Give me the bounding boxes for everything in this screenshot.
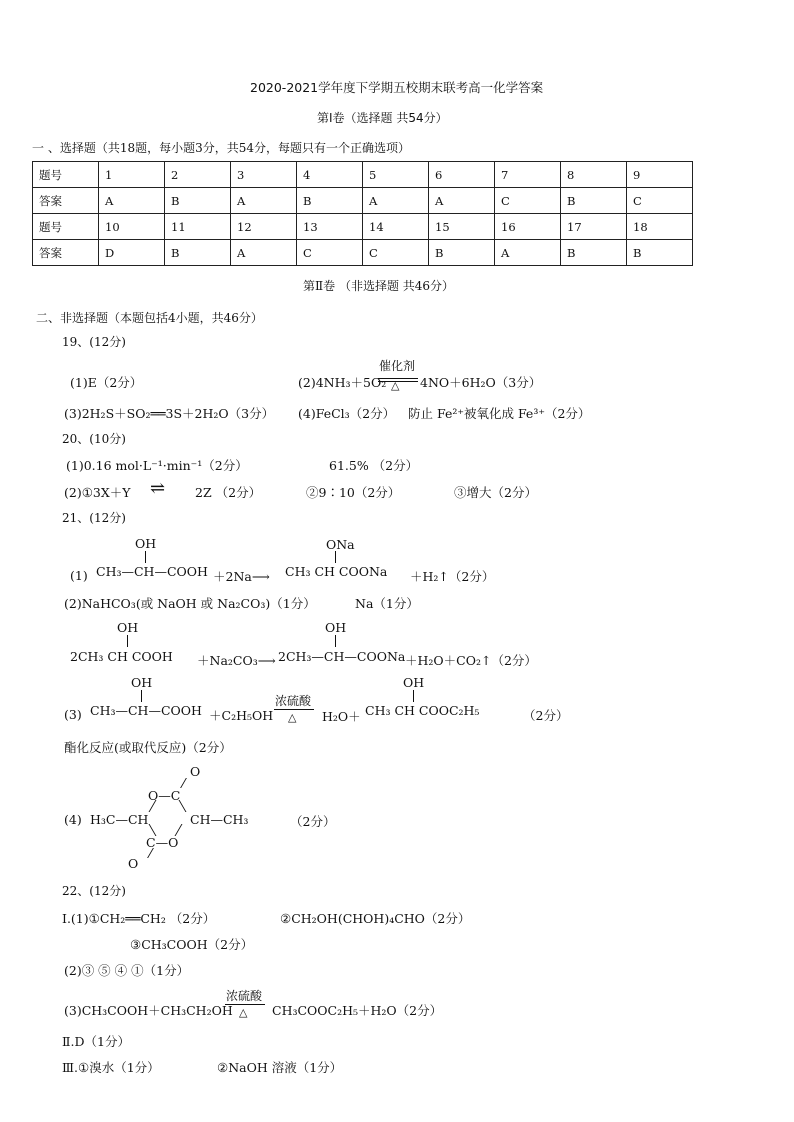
q21-r4-number: (4) [64,812,82,827]
table-row-header: 答案 [33,240,99,266]
q21-r1-oh: OH [135,536,157,551]
table-cell: B [561,188,627,214]
table-cell: C [297,240,363,266]
q21-r1-number: (1) [70,568,88,583]
q22-i3-heat: △ [239,1006,248,1019]
q20-answer-2-left: (2)①3X＋Y [64,485,131,500]
table-row-header: 答案 [33,188,99,214]
q21-r3-heat: △ [288,711,297,724]
q22-ii: Ⅱ.D（1分） [62,1034,130,1049]
table-cell: C [495,188,561,214]
table-row [33,188,693,214]
q19-answer-3: (3)2H₂S＋SO₂══3S＋2H₂O（3分） [64,406,275,421]
q21-r1-plus: ＋2Na⟶ [213,569,270,584]
section2-heading: 二、非选择题（本题包括4小题，共46分） [36,311,263,325]
q21-r2-tail: ＋H₂O＋CO₂↑（2分） [405,653,537,668]
table-cell: 10 [99,214,165,240]
q22-i3-condition: 浓硫酸 [226,989,263,1003]
q21-r3-arrow-bar [274,709,314,710]
q21-answer-2b: Na（1分） [355,596,419,611]
q21-r4-bond-tr [179,800,199,812]
table-cell: 14 [363,214,429,240]
q21-r3-oh1: OH [131,675,153,690]
table-cell: A [99,188,165,214]
q21-r4-dbl-bot [137,848,154,858]
q21-r3-plus: ＋C₂H₅OH [209,708,274,723]
table-cell: 13 [297,214,363,240]
q22-i3-right: CH₃COOC₂H₅＋H₂O（2分） [272,1003,443,1018]
q21-r4-mid2: CH—CH₃ [190,812,249,827]
q21-r3-bond2 [413,690,414,702]
table-cell: 8 [561,162,627,188]
q19-label: 19、(12分) [62,335,126,349]
q21-r4-o-top: O [190,764,201,779]
table-cell: A [231,188,297,214]
table-cell: D [99,240,165,266]
table-row [33,214,693,240]
q21-r1-tail: ＋H₂↑（2分） [410,569,495,584]
answer-table [32,161,693,266]
table-cell: 16 [495,214,561,240]
table-cell: 11 [165,214,231,240]
q21-r4-score: （2分） [290,814,336,829]
q20-equilibrium-arrow: ⇌ [150,478,166,499]
table-row [33,240,693,266]
table-cell: B [165,240,231,266]
q21-r2-left: 2CH₃ CH COOH [70,649,173,664]
table-cell: 9 [627,162,693,188]
q22-i1: Ⅰ.(1)①CH₂══CH₂ （2分） [62,911,216,926]
q19-answer-4-note: 防止 Fe²⁺被氧化成 Fe³⁺（2分） [408,406,591,421]
table-cell: B [429,240,495,266]
table-cell: 12 [231,214,297,240]
q19-answer-2-left: (2)4NH₃＋5O₂ [298,375,387,390]
q19-answer-2-right: 4NO＋6H₂O（3分） [420,375,542,390]
q22-iii: Ⅲ.①溴水（1分） [62,1060,160,1075]
table-cell: B [561,240,627,266]
table-cell: 4 [297,162,363,188]
q21-r1-ona: ONa [326,537,355,552]
q21-label: 21、(12分) [62,511,126,525]
q21-r3-number: (3) [64,707,82,722]
q21-answer-3-type: 酯化反应(或取代反应)（2分） [64,740,232,755]
q22-i1c: ③CH₃COOH（2分） [130,937,254,952]
table-cell: 6 [429,162,495,188]
q21-r1-bond [145,551,146,563]
table-cell: 15 [429,214,495,240]
q21-r2-bond2 [335,635,336,647]
q21-r4-bot: C—O [146,835,179,850]
q20-answer-2-right: 2Z （2分） [195,485,262,500]
q21-r3-mid: H₂O＋ [322,709,361,724]
q22-i3-left: (3)CH₃COOH＋CH₃CH₂OH [64,1003,233,1018]
table-cell: A [363,188,429,214]
q21-r4-o-bot: O [128,856,139,871]
table-cell: A [429,188,495,214]
q20-answer-1b: 61.5% （2分） [329,458,419,473]
q22-iiib: ②NaOH 溶液（1分） [217,1060,343,1075]
q22-i3-arrow-bar [225,1004,265,1005]
q21-r4-dbl-top [180,778,197,788]
table-cell: 3 [231,162,297,188]
q21-r2-oh2: OH [325,620,347,635]
q21-r1-right: CH₃ CH COONa [285,564,388,579]
table-cell: 18 [627,214,693,240]
q21-r1-bond2 [335,551,336,563]
q21-r3-score: （2分） [523,708,569,723]
q21-r2-oh1: OH [117,620,139,635]
q21-answer-2: (2)NaHCO₃(或 NaOH 或 Na₂CO₃)（1分） [64,596,316,611]
q19-answer-1: (1)E（2分） [70,375,143,390]
q19-heat-symbol: △ [391,379,400,392]
table-cell: B [297,188,363,214]
q21-r2-plus: ＋Na₂CO₃⟶ [197,653,276,668]
q21-r4-top: O—C [148,788,181,803]
q21-r2-right: 2CH₃—CH—COONa [278,649,406,664]
table-cell: B [627,240,693,266]
table-cell: 7 [495,162,561,188]
q21-r4-bond-tl [137,800,157,812]
table-cell: 5 [363,162,429,188]
q21-r3-bond1 [141,690,142,702]
q21-r3-left: CH₃—CH—COOH [90,703,202,718]
q20-answer-2c: ③增大（2分） [454,485,537,500]
table-cell: 2 [165,162,231,188]
q21-r2-bond1 [127,635,128,647]
q20-answer-2b: ②9∶10（2分） [306,485,401,500]
q21-r1-left: CH₃—CH—COOH [96,564,208,579]
q22-i2: (2)③ ⑤ ④ ①（1分） [64,963,190,978]
q22-i1b: ②CH₂OH(CHOH)₄CHO（2分） [280,911,471,926]
table-row-header: 题号 [33,214,99,240]
q21-r3-right: CH₃ CH COOC₂H₅ [365,703,480,718]
table-cell: A [495,240,561,266]
table-row-header: 题号 [33,162,99,188]
table-row [33,162,693,188]
q21-r3-condition: 浓硫酸 [275,694,312,708]
q22-label: 22、(12分) [62,884,126,898]
q21-r4-mid: H₃C—CH [90,812,149,827]
table-cell: A [231,240,297,266]
q21-r3-oh2: OH [403,675,425,690]
q20-label: 20、(10分) [62,432,126,446]
q20-answer-1: (1)0.16 mol·L⁻¹·min⁻¹（2分） [66,458,248,473]
part1-title: 第Ⅰ卷（选择题 共54分） [317,111,448,125]
document-title: 2020-2021学年度下学期五校期末联考高一化学答案 [250,80,544,95]
table-cell: 1 [99,162,165,188]
part2-title: 第Ⅱ卷 （非选择题 共46分） [303,279,455,293]
q19-catalyst-label: 催化剂 [379,359,416,373]
table-cell: B [165,188,231,214]
q19-answer-4: (4)FeCl₃（2分） [298,406,396,421]
table-cell: C [363,240,429,266]
table-cell: C [627,188,693,214]
table-cell: 17 [561,214,627,240]
section1-heading: 一 、选择题（共18题，每小题3分，共54分，每题只有一个正确选项） [32,141,410,155]
